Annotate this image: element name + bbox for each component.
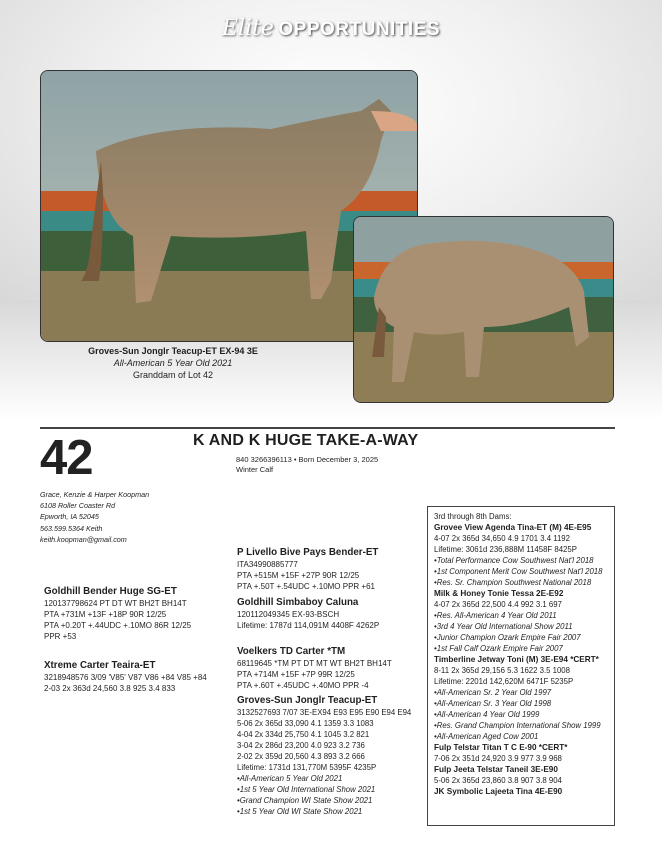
dam-block [44,659,234,694]
consignor-email[interactable]: keith.koopman@gmail.com [40,534,127,544]
dam-dam-line: 3132527693 7/07 3E-EX94 E93 E95 E90 E94 E94 [237,708,412,717]
dam-sire-line: 68119645 *TM PT DT MT WT BH2T BH14T [237,659,392,668]
sire-line: PTA +0.20T +.44UDC +.10MO 86R 12/25 [44,621,192,630]
dam-entry-honor: •Junior Champion Ozark Empire Fair 2007 [434,633,581,642]
dam-dam-line: 2-02 2x 359d 20,560 4.3 893 3.2 666 [237,752,365,761]
dam-dam-line: 5-06 2x 365d 33,090 4.1 1359 3.3 1083 [237,719,374,728]
lot-id-line: 840 3266396113 • Born December 3, 2025 [236,455,379,464]
dam-line: 3218948576 3/09 'V85' V87 V86 +84 V85 +84 [44,673,207,682]
consignor-info [40,489,149,545]
dam-entry-honor: •1st Component Merit Cow Southwest Nat'l 2018 [434,567,603,576]
dam-dam-honor: •1st 5 Year Old WI State Show 2021 [237,807,363,816]
sire-line: PTA +731M +13F +18P 90R 12/25 [44,610,167,619]
dam-entry-name: JK Symbolic Lajeeta Tina 4E-E90 [434,787,563,796]
dam-entry-line: 8-11 2x 365d 29,156 5.3 1622 3.5 1008 [434,666,570,675]
dam-entry-honor: •1st Fall Calf Ozark Empire Fair 2007 [434,644,563,653]
sire-sire-name: P Livello Bive Pays Bender-ET [237,547,379,558]
lot-meta [236,455,378,475]
lot-title: K AND K HUGE TAKE-A-WAY [193,432,419,449]
dams-box-heading: 3rd through 8th Dams: [434,512,512,521]
dam-entry-line: Lifetime: 2201d 142,620M 6471F 5235P [434,677,574,686]
lot-class: Winter Calf [236,465,274,474]
dam-entry-honor: •All-American Sr. 2 Year Old 1997 [434,688,552,697]
dam-entry-name: Fulp Jeeta Telstar Taneil 3E-E90 [434,765,558,774]
dam-entry-name: Grovee View Agenda Tina-ET (M) 4E-E95 [434,523,592,532]
dam-entry-name: Fulp Telstar Titan T C E-90 *CERT* [434,743,568,752]
sire-dam-name: Goldhill Simbaboy Caluna [237,597,359,608]
sire-line: 120137798624 PT DT WT BH2T BH14T [44,599,187,608]
dam-dam-honor: •Grand Champion WI State Show 2021 [237,796,373,805]
consignor-name: Grace, Kenzie & Harper Koopman [40,490,150,499]
dam-dam-name: Groves-Sun Jonglr Teacup-ET [237,695,378,706]
dam-entry-honor: •All-American Sr. 3 Year Old 1998 [434,699,552,708]
sire-sire-line: PTA +515M +15F +27P 90R 12/25 [237,571,360,580]
dam-entry-line: 4-07 2x 365d 34,650 4.9 1701 3.4 1192 [434,534,570,543]
dam-dam-block [237,694,425,817]
sire-block [44,585,234,642]
dam-dam-line: Lifetime: 1731d 131,770M 5395F 4235P [237,763,377,772]
dam-name: Xtreme Carter Teaira-ET [44,660,156,671]
section-divider [40,427,615,429]
page-header [0,16,662,41]
dam-line: 2-03 2x 363d 24,560 3.8 925 3.4 833 [44,684,176,693]
dam-entry-name: Timberline Jetway Toni (M) 3E-E94 *CERT* [434,655,599,664]
sire-dam-line: Lifetime: 1787d 114,091M 4408F 4262P [237,621,380,630]
sire-sire-line: ITA34990885777 [237,560,298,569]
sire-dam-line: 120112049345 EX-93-BSCH [237,610,340,619]
sire-sire-block [237,546,422,592]
main-photo-caption [58,345,288,381]
sire-name: Goldhill Bender Huge SG-ET [44,586,177,597]
opportunities-wordmark: OPPORTUNITIES [278,19,441,40]
extended-dams-box [427,506,615,826]
dam-dam-honor: •All-American 5 Year Old 2021 [237,774,343,783]
dam-entry-honor: •3rd 4 Year Old International Show 2011 [434,622,573,631]
dam-entry-honor: •All-American 4 Year Old 1999 [434,710,540,719]
dam-entry-honor: •All-American Aged Cow 2001 [434,732,539,741]
dam-sire-line: PTA +714M +15F +7P 99R 12/25 [237,670,355,679]
photo-cow-award: All-American 5 Year Old 2021 [113,358,233,368]
dam-entry-line: 5-06 2x 365d 23,860 3.8 907 3.8 904 [434,776,562,785]
dam-sire-line: PTA +.60T +.45UDC +.40MO PPR -4 [237,681,369,690]
consignor-phone: 563.599.5364 Keith [40,523,103,533]
dam-entry-honor: •Res. All-American 4 Year Old 2011 [434,611,557,620]
dam-dam-line: 3-04 2x 286d 23,200 4.0 923 3.2 736 [237,741,365,750]
secondary-cow-photo [353,216,614,403]
dam-dam-honor: •1st 5 Year Old International Show 2021 [237,785,376,794]
dam-sire-block [237,645,422,691]
consignor-city: Epworth, IA 52045 [40,512,99,522]
dam-dam-line: 4-04 2x 334d 25,750 4.1 1045 3.2 821 [237,730,370,739]
consignor-street: 6108 Roller Coaster Rd [40,501,116,511]
dam-entry-honor: •Total Performance Cow Southwest Nat'l 2018 [434,556,594,565]
dam-entry-honor: •Res. Grand Champion International Show 1999 [434,721,601,730]
dam-entry-line: Lifetime: 3061d 236,888M 11458F 8425P [434,545,577,554]
photo-cow-relation: Granddam of Lot 42 [132,370,214,380]
dam-entry-honor: •Res. Sr. Champion Southwest National 2018 [434,578,592,587]
dam-entry-line: 7-06 2x 351d 24,920 3.9 977 3.9 968 [434,754,562,763]
sire-sire-line: PTA +.50T +.54UDC +.10MO PPR +61 [237,582,375,591]
photo-cow-name: Groves-Sun Jonglr Teacup-ET EX-94 3E [88,346,258,356]
sire-line: PPR +53 [44,632,77,641]
dam-sire-name: Voelkers TD Carter *TM [237,646,346,657]
sire-dam-block [237,596,422,631]
elite-wordmark: Elite [221,16,274,41]
lot-number: 42 [40,431,93,485]
dam-entry-line: 4-07 2x 365d 22,500 4.4 992 3.1 697 [434,600,562,609]
dam-entry-name: Milk & Honey Tonie Tessa 2E-E92 [434,589,564,598]
